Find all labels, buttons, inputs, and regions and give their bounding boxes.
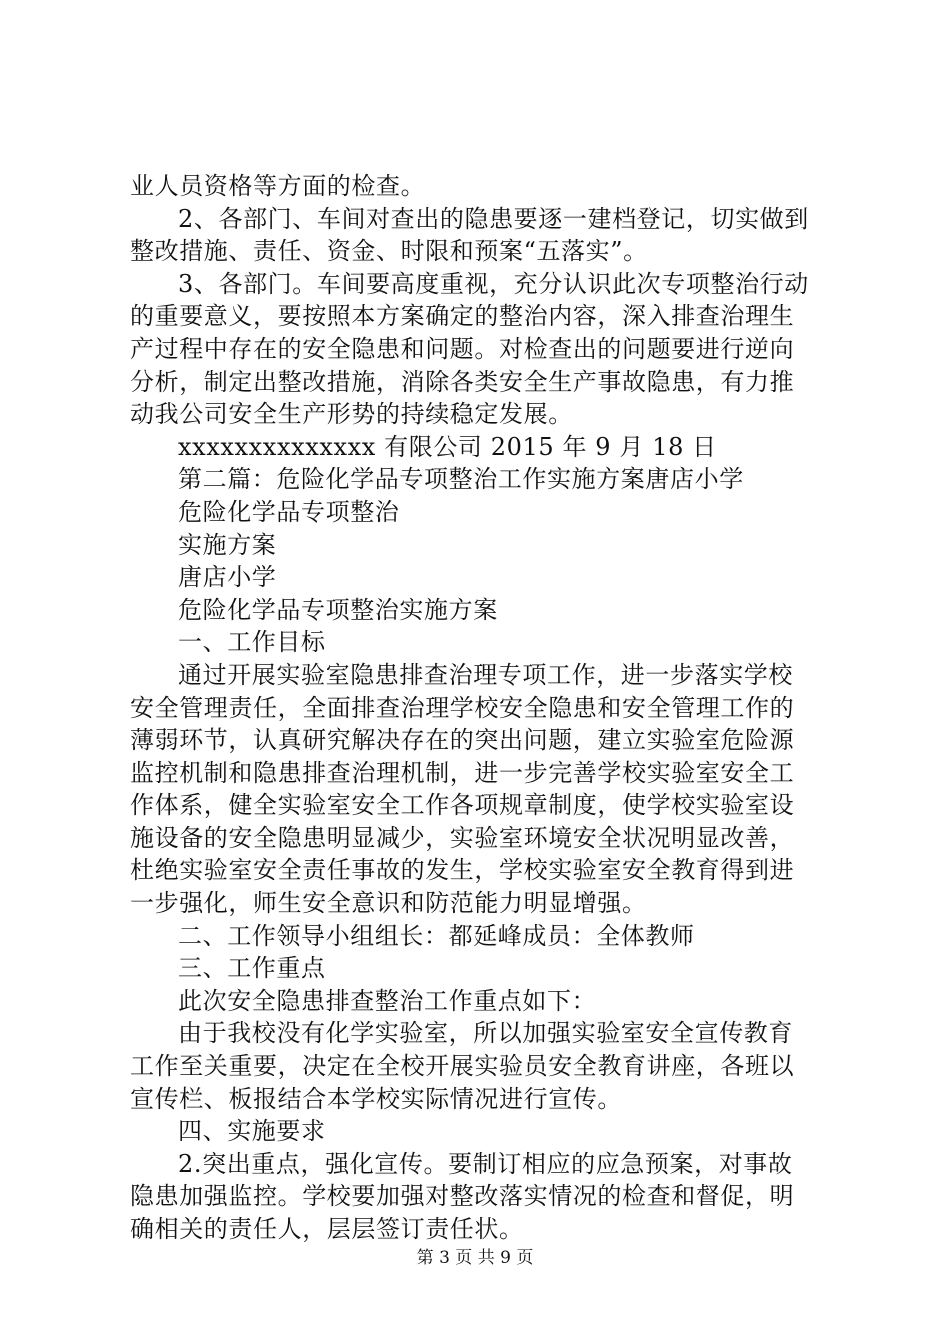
document-line: 通过开展实验室隐患排查治理专项工作，进一步落实学校 — [178, 660, 793, 689]
document-line: 危险化学品专项整治 — [178, 497, 400, 526]
document-line: 监控机制和隐患排查治理机制，进一步完善学校实验室安全工 — [130, 758, 795, 787]
document-line: 实施方案 — [178, 530, 277, 559]
document-line: 安全管理责任，全面排查治理学校安全隐患和安全管理工作的 — [130, 693, 795, 722]
document-line: 此次安全隐患排查整治工作重点如下： — [178, 986, 597, 1015]
document-line: 一步强化，师生安全意识和防范能力明显增强。 — [130, 889, 647, 918]
document-line: 宣传栏、板报结合本学校实际情况进行宣传。 — [130, 1084, 622, 1113]
document-line: 杜绝实验室安全责任事故的发生，学校实验室安全教育得到进 — [130, 856, 795, 885]
document-line: 2.突出重点，强化宣传。要制订相应的应急预案，对事故 — [178, 1149, 793, 1178]
document-line: 二、工作领导小组组长：都延峰成员：全体教师 — [178, 921, 695, 950]
document-line: 整改措施、责任、资金、时限和预案“五落实”。 — [130, 237, 648, 266]
page-number-footer: 第 3 页 共 9 页 — [416, 1248, 534, 1268]
document-line: 一、工作目标 — [178, 628, 326, 657]
document-line: 动我公司安全生产形势的持续稳定发展。 — [130, 400, 573, 429]
document-line: 分析，制定出整改措施，消除各类安全生产事故隐患，有力推 — [130, 367, 795, 396]
document-line: 作体系，健全实验室安全工作各项规章制度，使学校实验室设 — [130, 791, 795, 820]
document-line: 产过程中存在的安全隐患和问题。对检查出的问题要进行逆向 — [130, 334, 795, 363]
document-line: 确相关的责任人，层层签订责任状。 — [130, 1215, 524, 1243]
document-line: 施设备的安全隐患明显减少，实验室环境安全状况明显改善， — [130, 823, 795, 852]
document-line: 2、各部门、车间对查出的隐患要逐一建档登记，切实做到 — [178, 204, 809, 233]
document-line: 薄弱环节，认真研究解决存在的突出问题，建立实验室危险源 — [130, 726, 795, 755]
document-line: 第二篇：危险化学品专项整治工作实施方案唐店小学 — [178, 465, 744, 494]
document-line: 唐店小学 — [178, 563, 277, 592]
document-line: 隐患加强监控。学校要加强对整改落实情况的检查和督促，明 — [130, 1182, 795, 1211]
document-line: 业人员资格等方面的检查。 — [130, 172, 426, 200]
document-line: 危险化学品专项整治实施方案 — [178, 595, 498, 624]
document-line: 三、工作重点 — [178, 954, 326, 983]
document-line: 工作至关重要，决定在全校开展实验员安全教育讲座，各班以 — [130, 1052, 795, 1081]
document-body — [130, 170, 830, 1246]
document-line: 3、各部门。车间要高度重视，充分认识此次专项整治行动 — [178, 269, 809, 298]
document-line: 由于我校没有化学实验室，所以加强实验室安全宣传教育 — [178, 1019, 793, 1048]
document-line: 的重要意义，要按照本方案确定的整治内容，深入排查治理生 — [130, 302, 795, 331]
document-line: xxxxxxxxxxxxxx 有限公司 2015 年 9 月 18 日 — [178, 432, 717, 461]
document-line: 四、实施要求 — [178, 1117, 326, 1146]
